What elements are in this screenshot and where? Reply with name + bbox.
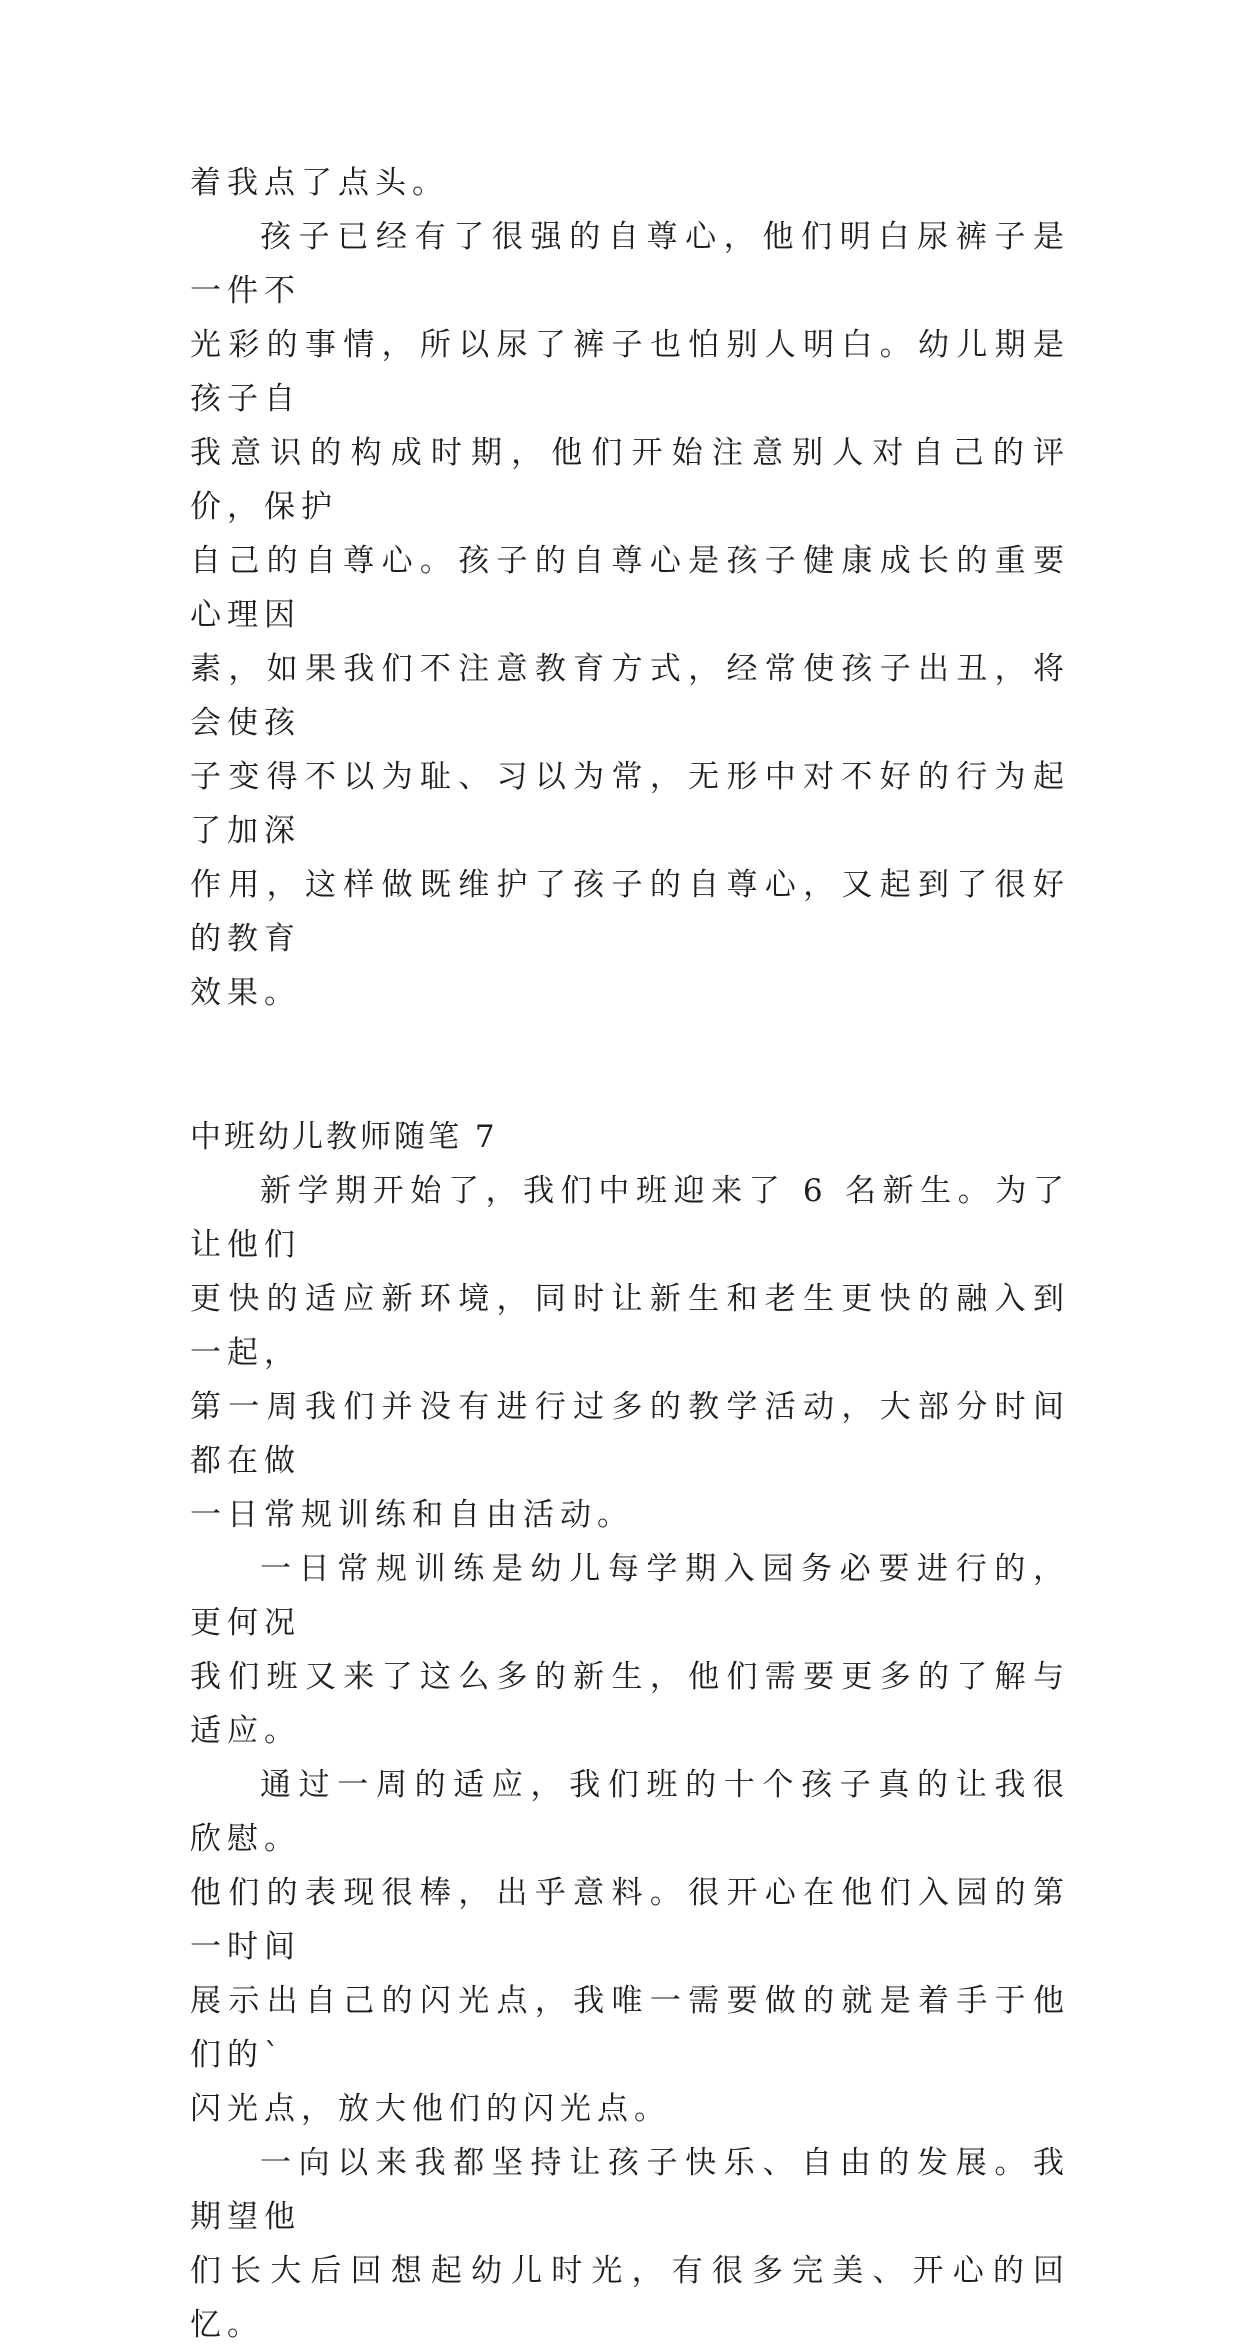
paragraph-happy-development: 一向以来我都坚持让孩子快乐、自由的发展。我期望他 们长大后回想起幼儿时光，有很多完美、开心的回忆。 <box>190 2145 1070 2343</box>
text-column <box>190 156 1070 2352</box>
paragraph-new-semester: 新学期开始了，我们中班迎来了 6 名新生。为了让他们 更快的适应新环境，同时让新生和老生更快的融入到一起， 第一周我们并没有进行过多的教学活动，大部分时间都在做 一日常规训练和自由活动。 <box>190 1173 1070 1533</box>
paragraph-adaptation: 通过一周的适应，我们班的十个孩子真的让我很欣慰。 他们的表现很棒，出乎意料。很开心在他们入园的第一时间 展示出自己的闪光点，我唯一需要做的就是着手于他们的` 闪光点，放大他们的闪光点。 <box>190 1767 1070 2127</box>
paragraph-routine-training: 一日常规训练是幼儿每学期入园务必要进行的，更何况 我们班又来了这么多的新生，他们需要更多的了解与适应。 <box>190 1551 1070 1749</box>
paragraph-continuation: 着我点了点头。 <box>190 165 449 201</box>
section-gap <box>190 1020 1070 1110</box>
essay-title: 中班幼儿教师随笔 7 <box>190 1119 498 1155</box>
paragraph-self-esteem: 孩子已经有了很强的自尊心，他们明白尿裤子是一件不 光彩的事情，所以尿了裤子也怕别人明白。幼儿期是孩子自 我意识的构成时期，他们开始注意别人对自己的评价，保护 自己的自尊心。孩子的自尊心是孩子健康成长的重要心理因 素，如果我们不注意教育方式，经常使孩子出丑，将会使孩 子变得不以为耻、习以为常，无形中对不好的行为起了加深 作用，这样做既维护了孩子的自尊心，又起到了很好的教育 效果。 <box>190 219 1070 1011</box>
